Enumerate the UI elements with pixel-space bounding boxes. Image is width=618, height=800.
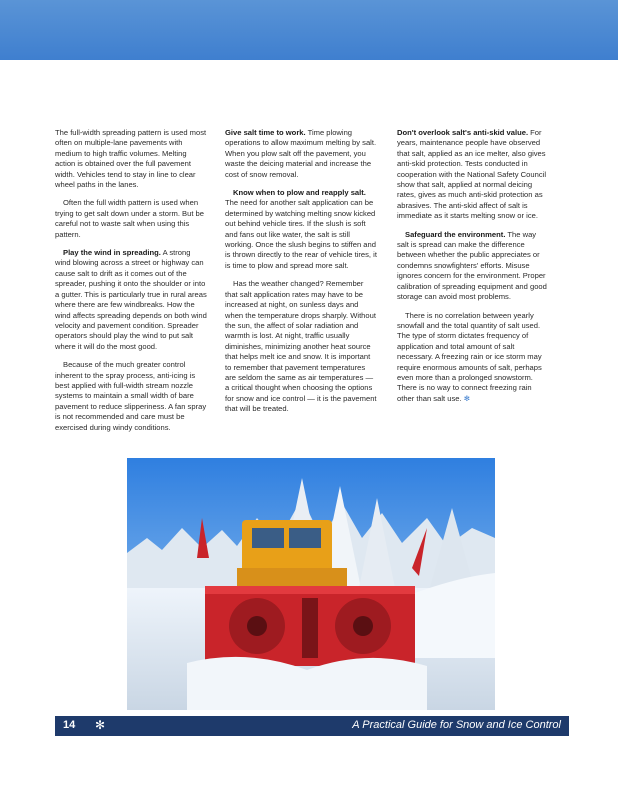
paragraph-body: The need for another salt application can be determined by watching melting snow kicked out behind vehicle tires. If the slush is soft and fans out like water, the salt is still working. Once the slush begins to stiffen and is thrown directly to the rear of vehicle tires, it is time to plow and spread more salt. [225,198,377,270]
header-color-band [0,0,618,60]
paragraph-heading: Safeguard the environment. [405,229,506,239]
paragraph [397,311,549,405]
guide-title: A Practical Guide for Snow and Ice Control [352,719,561,731]
footer-bar [55,716,569,736]
paragraph-body: The way salt is spread can make the difference between whether the public appreciates or condemns snowfighters' efforts. Misuse ignores concern for the environment. Proper calibration of spreading equipment and good storage can avoid most problems. [397,229,547,302]
paragraph-body: Time plowing operations to allow maximum melting by salt. When you plow salt off the pavement, you waste the deicing material and increase the cost of snow removal. [225,128,377,179]
paragraph: Has the weather changed? Remember that salt application rates may have to be increased at night, on sunless days and when the temperature drops sharply. Without the sun, the affect of solar radiation and warmth is lost. At night, traffic usually diminishes, minimizing another heat source that helps melt ice and snow. It is important to remember that pavement temperatures are seldom the same as air temperatures — a critical thought when choosing the options for snow and ice control — it is the pavement that will be treated. [225,279,377,414]
text-column-1 [55,128,207,441]
text-column-3 [397,128,549,412]
paragraph-body: For years, maintenance people have observed that salt, applied as an ice melter, also gives anti-skid protection. Tests conducted in cooperation with the National Safety Council show that salt, applied at normal deicing rates, gives as much anti-skid protection as abrasives. The anti-skid affect of salt is immediate as it starts melting snow or ice. [397,128,547,221]
paragraph-heading: Play the wind in spreading. [63,248,161,258]
paragraph: The full-width spreading pattern is used most often on multiple-lane pavements with medium to high traffic volumes. Melting action is obtained over the full pavement width. Vehicles tend to stay in line to clear wheel paths in the lanes. [55,128,207,190]
paragraph: Often the full width pattern is used when trying to get salt down under a storm. But be careful not to waste salt when using this pattern. [55,198,205,239]
paragraph-body: There is no correlation between yearly snowfall and the total quantity of salt used. The type of storm dictates frequency of application and total amount of salt necessary. A freezing rain or ice storm may require enormous amounts of salt, perhaps even more than a prolonged snowstorm. There is no way to connect freezing rain other than salt use. [397,310,542,403]
text-column-2 [225,128,377,423]
paragraph [225,188,377,271]
paragraph-heading: Don't overlook salt's anti-skid value. [397,128,529,137]
paragraph-heading: Give salt time to work. [225,128,306,137]
paragraph [397,230,549,303]
end-snowflake-icon: ✻ [463,393,471,403]
paragraph [225,128,377,180]
paragraph [55,248,207,352]
paragraph [397,128,549,222]
snowflake-icon: ✻ [95,718,106,732]
paragraph: Because of the much greater control inherent to the spray process, anti-icing is best applied with full-width stream nozzle systems to maintain a small width of bare pavement to reduce slipperiness. A fan spray is not recommended and care must be exercised during windy conditions. [55,360,207,432]
paragraph-body: A strong wind blowing across a street or highway can cause salt to drift as it comes out of the spreader, pushing it onto the shoulder or into a gutter. This is particularly true in rural areas where there are few windbreaks. How the wind affects spreading depends on both wind velocity and pavement condition. Spreader operators should play the wind to put salt where it will do the most good. [55,248,207,351]
paragraph-heading: Know when to plow and reapply salt. [233,188,366,198]
snowblower-truck-photo [127,458,495,710]
page-number: 14 [63,719,76,731]
